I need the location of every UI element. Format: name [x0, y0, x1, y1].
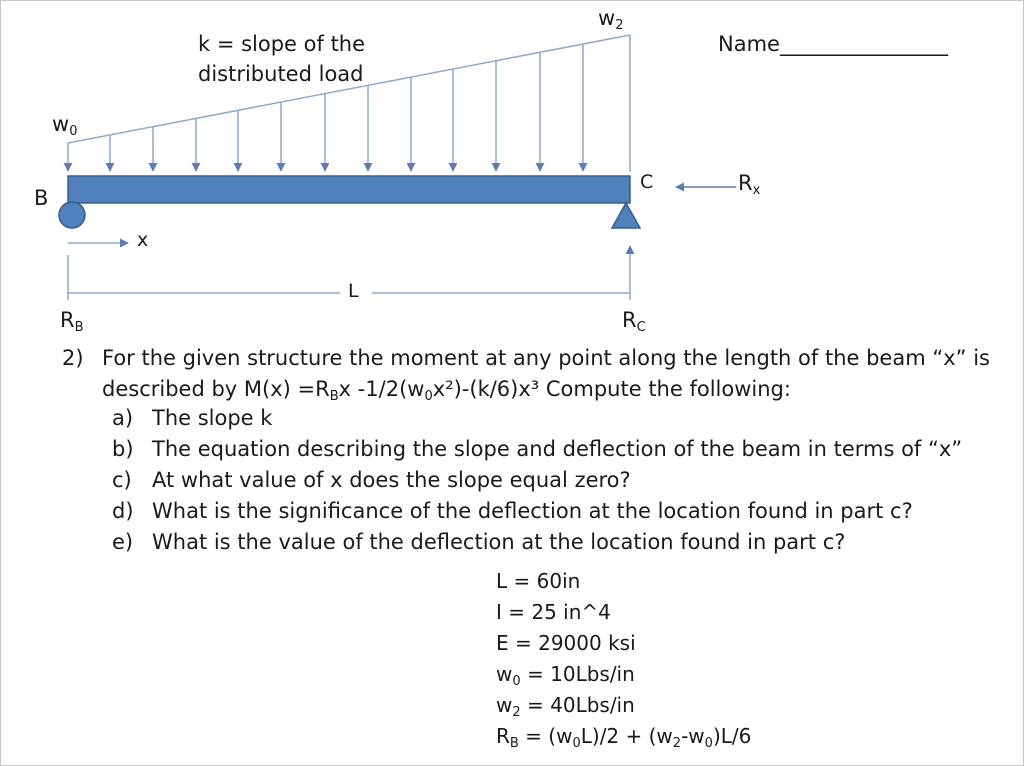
slope-label-line2: distributed load	[198, 62, 364, 86]
list-item: a) The slope k	[112, 406, 273, 430]
name-field[interactable]: Name________________	[718, 32, 948, 56]
b-label: B	[34, 186, 49, 210]
given-l: L = 60in	[496, 569, 581, 593]
rb-label: $R_B$	[60, 308, 84, 335]
list-item: d) What is the significance of the deflection at the location found in part c?	[112, 499, 913, 523]
given-w0: $w_0 = 10Lbs/in$	[496, 662, 635, 689]
question-line1: For the given structure the moment at any point along the length of the beam “x” is	[102, 346, 990, 370]
question-line2: described by $M(x) =R_Bx$ $-1/2(w_0x^2)-(k/6)x^3$ Compute the following:	[102, 377, 791, 404]
rc-label: $R_C$	[622, 308, 646, 335]
given-i: I = 25 in^4	[496, 600, 611, 624]
pin-support-c	[612, 203, 640, 228]
c-label: C	[640, 171, 654, 193]
question-number: 2)	[62, 346, 84, 370]
x-label: x	[137, 229, 149, 251]
list-item: b) The equation describing the slope and deflection of the beam in terms of “x”	[112, 437, 963, 461]
list-item: e) What is the value of the deflection at the location found in part c?	[112, 530, 846, 554]
rx-label: $R_x$	[738, 171, 761, 198]
w0-label: $w_0$	[52, 112, 78, 139]
beam	[68, 176, 630, 203]
list-item: c) At what value of x does the slope equal zero?	[112, 468, 631, 492]
given-rb: $R_B = (w_0L)/2 + (w_2-w_0)L/6$	[496, 724, 752, 751]
l-label: L	[348, 280, 359, 302]
roller-support-b	[59, 202, 85, 228]
given-w2: $w_2 = 40Lbs/in$	[496, 693, 635, 720]
given-e: E = 29000 ksi	[496, 631, 636, 655]
slope-label-line1: k = slope of the	[198, 32, 366, 56]
w2-label: $w_2$	[598, 6, 624, 33]
